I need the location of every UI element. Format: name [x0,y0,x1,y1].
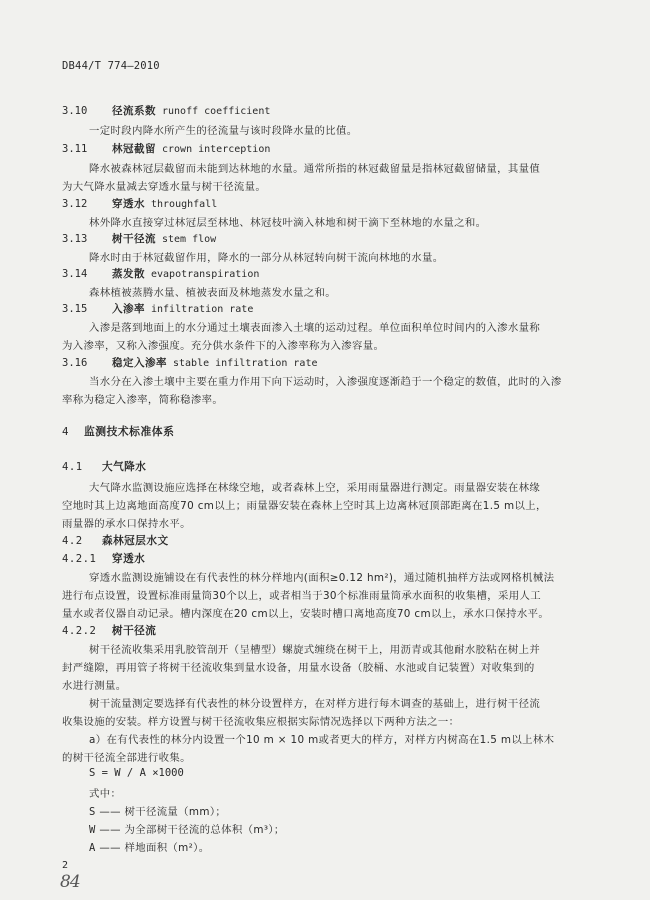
paragraph-line: 一定时段内降水所产生的径流量与该时段降水量的比值。 [89,125,358,137]
term-number: 3.10 [62,105,88,117]
term-number: 3.16 [62,357,88,369]
paragraph-line: 林外降水直接穿过林冠层至林地、林冠枝叶滴入林地和树干滴下至林地的水量之和。 [89,217,487,229]
paragraph-line: 降水时由于林冠截留作用，降水的一部分从林冠转向树干流向林地的水量。 [89,252,444,264]
variable-dash: —— [99,806,121,818]
section-title: 监测技术标准体系 [84,425,175,438]
paragraph-line: 水进行测量。 [62,680,127,692]
paragraph-line: 进行布点设置，设置标准雨量筒30个以上，或者相当于30个标准雨量筒承水面积的收集槽，采用人工 [62,590,541,602]
term-english: throughfall [151,199,218,210]
paragraph-line: 当水分在入渗土壤中主要在重力作用下向下运动时，入渗强度逐渐趋于一个稳定的数值，此时的入渗 [89,376,562,388]
subsection-number: 4.1 [62,461,83,473]
term-number: 3.15 [62,303,88,315]
paragraph-line: 的树干径流全部进行收集。 [62,752,191,764]
paragraph-line: 穿透水监测设施铺设在有代表性的林分样地内(面积≥0.12 hm²)，通过随机抽样方法或网格机械法 [89,572,555,584]
subsection-heading [62,533,169,548]
paragraph-line: 封严缝隙，再用管子将树干径流收集到量水设备，用量水设备（胶桶、水池或自记装置）对收集到的 [62,662,535,674]
term-chinese: 蒸发散 [112,268,145,280]
formula: S = W / A ×1000 [89,767,184,779]
variable-dash: —— [99,842,121,854]
term-english: evapotranspiration [151,269,260,280]
variable-symbol: S [89,806,96,818]
paragraph-line: 树干流量测定要选择有代表性的林分设置样方，在对样方进行每木调查的基础上，进行树干径流 [89,698,541,710]
paragraph-line: 量水或者仪器自动记录。槽内深度在20 cm以上，安装时槽口离地高度70 cm以上，承水口保持水平。 [62,608,550,620]
term-heading [62,231,216,246]
term-number: 3.12 [62,198,88,210]
variable-description: 树干径流量（mm）； [124,806,227,818]
term-heading [62,103,270,118]
variable-description: 为全部树干径流的总体积（m³）； [124,824,285,836]
term-number: 3.13 [62,233,88,245]
term-number: 3.14 [62,268,88,280]
paragraph-line: 树干径流收集采用乳胶管剖开（呈槽型）螺旋式缠绕在树干上，用沥青或其他耐水胶粘在树上并 [89,644,541,656]
formula-variable-row [89,839,209,854]
section-number: 4 [62,425,70,438]
subsubsection-title: 树干径流 [112,625,157,637]
formula-variable-row [89,803,226,818]
variable-description: 样地面积（m²）。 [124,842,210,854]
term-chinese: 稳定入渗率 [112,357,167,369]
term-chinese: 径流系数 [112,105,156,117]
subsection-heading [62,459,146,474]
term-english: infiltration rate [151,304,254,315]
paragraph-line: 收集设施的安装。样方设置与树干径流收集应根据实际情况选择以下两种方法之一： [62,716,460,728]
term-english: stem flow [162,234,217,245]
term-chinese: 林冠截留 [112,143,156,155]
subsubsection-heading [62,623,156,638]
term-chinese: 穿透水 [112,198,145,210]
subsubsection-number: 4.2.1 [62,553,97,565]
paragraph-line: 降水被森林冠层截留而未能到达林地的水量。通常所指的林冠截留量是指林冠截留储量，其量值 [89,163,541,175]
subsubsection-number: 4.2.2 [62,625,97,637]
variable-dash: —— [99,824,121,836]
formula-variable-row [89,821,285,836]
paragraph-line: 率称为稳定入渗率，简称稳渗率。 [62,394,224,406]
term-heading [62,266,259,281]
page-number: 2 [62,860,69,871]
term-english: crown interception [162,144,271,155]
term-heading [62,141,270,156]
doc-code-header: DB44/T 774—2010 [62,60,160,72]
term-chinese: 树干径流 [112,233,156,245]
subsection-number: 4.2 [62,535,83,547]
handwritten-mark: 84 [60,872,80,892]
paragraph-line: a）在有代表性的林分内设置一个10 m × 10 m或者更大的样方，对样方内树高在1.5 m以上林木 [89,734,555,746]
paragraph-line: 空地时其上边离地面高度70 cm以上；雨量器安装在森林上空时其上边离林冠顶部距离在1.5 m以上， [62,500,547,512]
term-english: runoff coefficient [162,106,271,117]
variable-symbol: W [89,824,96,836]
subsection-title: 大气降水 [102,461,147,473]
paragraph-line: 大气降水监测设施应选择在林缘空地，或者森林上空，采用雨量器进行测定。雨量器安装在林缘 [89,482,541,494]
term-heading [62,196,217,211]
term-number: 3.11 [62,143,88,155]
formula-where-label: 式中： [89,788,122,800]
subsection-title: 森林冠层水文 [102,535,169,547]
variable-symbol: A [89,842,96,854]
paragraph-line: 森林植被蒸腾水量、植被表面及林地蒸发水量之和。 [89,287,337,299]
term-english: stable infiltration rate [173,358,318,369]
term-heading [62,355,318,370]
term-chinese: 入渗率 [112,303,145,315]
paragraph-line: 为大气降水量减去穿透水量与树干径流量。 [62,181,267,193]
term-heading [62,301,253,316]
paragraph-line: 为入渗率，又称入渗强度。充分供水条件下的入渗率称为入渗容量。 [62,340,385,352]
subsubsection-title: 穿透水 [112,553,146,565]
subsubsection-heading [62,551,145,566]
paragraph-line: 雨量器的承水口保持水平。 [62,518,191,530]
paragraph-line: 入渗是落到地面上的水分通过土壤表面渗入土壤的运动过程。单位面积单位时间内的入渗水量称 [89,322,541,334]
section-heading [62,424,174,439]
